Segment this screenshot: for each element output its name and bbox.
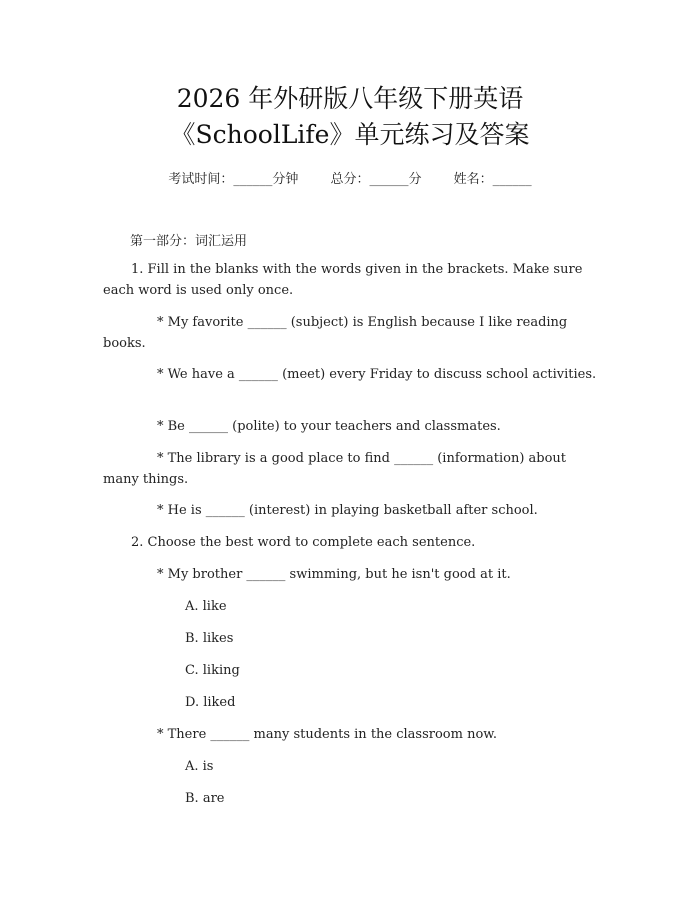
q2-item-1-stem: * My brother ______ swimming, but he isn't good at it. [157, 567, 511, 582]
q2-item-2-option-a: A. is [185, 759, 214, 774]
q2-item-1-option-a: A. like [185, 599, 227, 614]
name-field: 姓名：______ [453, 172, 532, 187]
question-1-text: 1. Fill in the blanks with the words given in the brackets. Make sure each word is used only once. [103, 262, 583, 298]
question-2-text: 2. Choose the best word to complete each sentence. [131, 535, 476, 550]
q2-item-2-stem: * There ______ many students in the classroom now. [157, 727, 498, 742]
q2-item-1-option-b: B. likes [185, 631, 234, 646]
section-heading: 第一部分：词汇运用 [130, 234, 248, 249]
q2-item-1-option-c: C. liking [185, 663, 240, 678]
document-title-line-2: 《SchoolLife》单元练习及答案 [170, 120, 530, 149]
exam-time-field: 考试时间：______分钟 [168, 172, 299, 187]
q1-item-3: * Be ______ (polite) to your teachers and classmates. [157, 419, 501, 434]
q1-item-2: * We have a ______ (meet) every Friday to discuss school activities. [157, 367, 597, 382]
q2-item-2-option-b: B. are [185, 791, 225, 806]
q2-item-1-option-d: D. liked [185, 695, 236, 710]
q1-item-1: * My favorite ______ (subject) is English because I like reading books. [103, 315, 568, 351]
q1-item-4: * The library is a good place to find ______ (information) about many things. [103, 451, 567, 487]
total-score-field: 总分：______分 [330, 172, 422, 187]
document-title-line-1: 2026 年外研版八年级下册英语 [176, 84, 524, 113]
q1-item-5: * He is ______ (interest) in playing basketball after school. [157, 503, 538, 518]
exam-info-row [0, 168, 700, 187]
